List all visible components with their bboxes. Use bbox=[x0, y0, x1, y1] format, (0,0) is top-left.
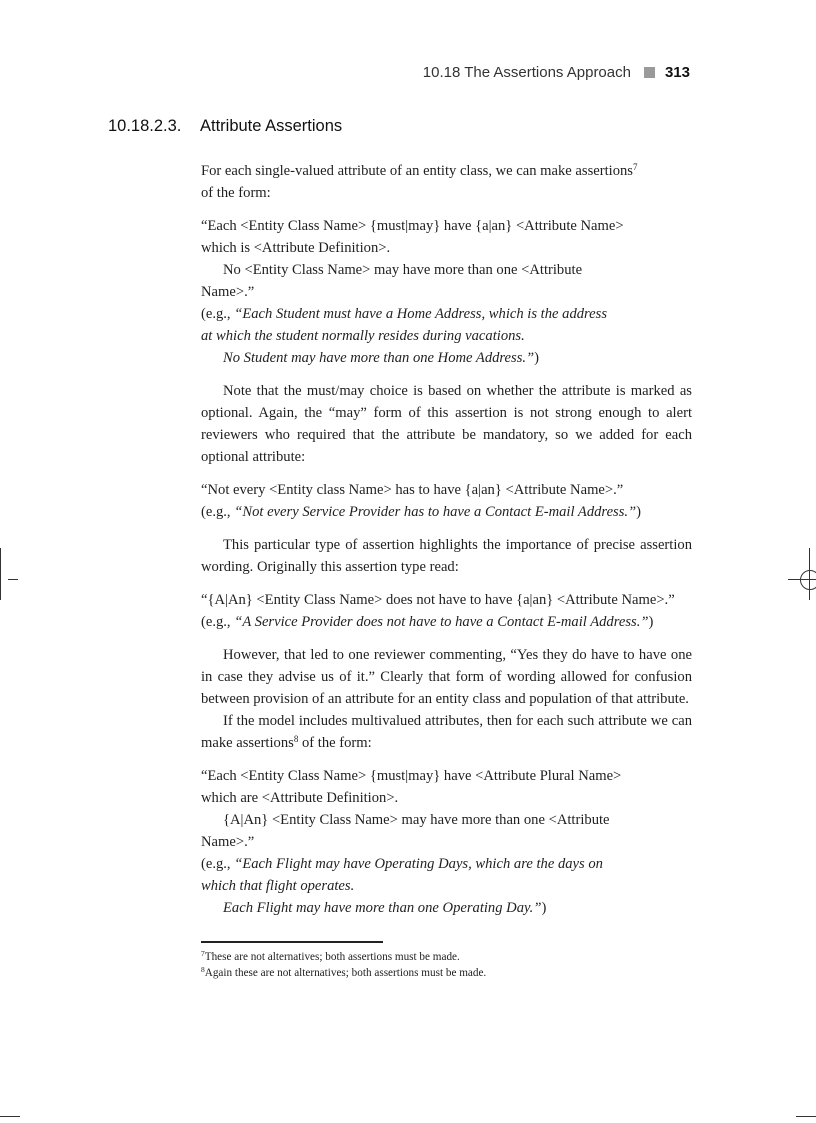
crop-mark bbox=[8, 579, 18, 580]
assertion-template: “Each <Entity Class Name> {must|may} have {a|an} <Attribute Name> which is <Attribute Definition>. No <Entity Class Name> may have more than one <Attribute Name>.” (e.g., “Each Student must have a Home Address, which is the address at which the student normally resides during vacations. No Student may have more than one Home Address.”) bbox=[201, 218, 624, 366]
section-number: 10.18.2.3. bbox=[108, 117, 182, 135]
footnote-ref: 8 bbox=[293, 734, 299, 744]
registration-mark-icon bbox=[800, 570, 816, 590]
paragraph: Note that the must/may choice is based on whether the attribute is marked as optional. Again, the “may” form of this assertion is not strong enough to alert reviewers who required that the attribute be mandatory, so we added for each optional attribute: bbox=[201, 383, 692, 465]
paragraph: For each single-valued attribute of an entity class, we can make assertions$^7$ of the form: bbox=[201, 162, 638, 201]
crop-mark bbox=[809, 548, 810, 600]
paragraph: If the model includes multivalued attributes, then for each such attribute we can make assertions$^8$ of the form: bbox=[201, 713, 692, 751]
assertion-template: “Not every <Entity class Name> has to have {a|an} <Attribute Name>.” (e.g., “Not every Service Provider has to have a Contact E-mail Address.”) bbox=[201, 482, 642, 520]
page-number: 313 bbox=[664, 64, 690, 81]
header-square-icon bbox=[644, 67, 655, 78]
assertion-template: “{A|An} <Entity Class Name> does not have to have {a|an} <Attribute Name>.” (e.g., “A Service Provider does not have to have a Contact E-mail Address.”) bbox=[201, 592, 675, 630]
crop-mark bbox=[788, 579, 816, 580]
paragraph: However, that led to one reviewer commenting, “Yes they do have to have one in case they advise us of it.” Clearly that form of wording allowed for confusion between provision of an attribute for an entity class and population of that attribute. bbox=[201, 647, 692, 707]
running-title: 10.18 The Assertions Approach bbox=[422, 64, 631, 81]
crop-mark bbox=[796, 1116, 816, 1117]
body-text bbox=[201, 160, 692, 981]
crop-mark bbox=[0, 548, 1, 600]
footnote: $^8$Again these are not alternatives; both assertions must be made. bbox=[201, 965, 487, 979]
assertion-template: “Each <Entity Class Name> {must|may} have <Attribute Plural Name> which are <Attribute Definition>. {A|An} <Entity Class Name> may have more than one <Attribute Name>.” (e.g., “Each Flight may have Operating Days, which are the days on which that flight operates. Each Flight may have more than one Operating Day.”) bbox=[201, 768, 622, 916]
footnote: $^7$These are not alternatives; both assertions must be made. bbox=[201, 949, 460, 963]
running-header bbox=[423, 64, 690, 81]
footnote-divider bbox=[201, 941, 383, 943]
paragraph: This particular type of assertion highlights the importance of precise assertion wording. Originally this assertion type read: bbox=[201, 537, 692, 575]
section-heading bbox=[108, 117, 342, 136]
section-title: Attribute Assertions bbox=[200, 117, 343, 135]
crop-mark bbox=[0, 1116, 20, 1117]
footnote-ref: 7 bbox=[633, 162, 638, 172]
